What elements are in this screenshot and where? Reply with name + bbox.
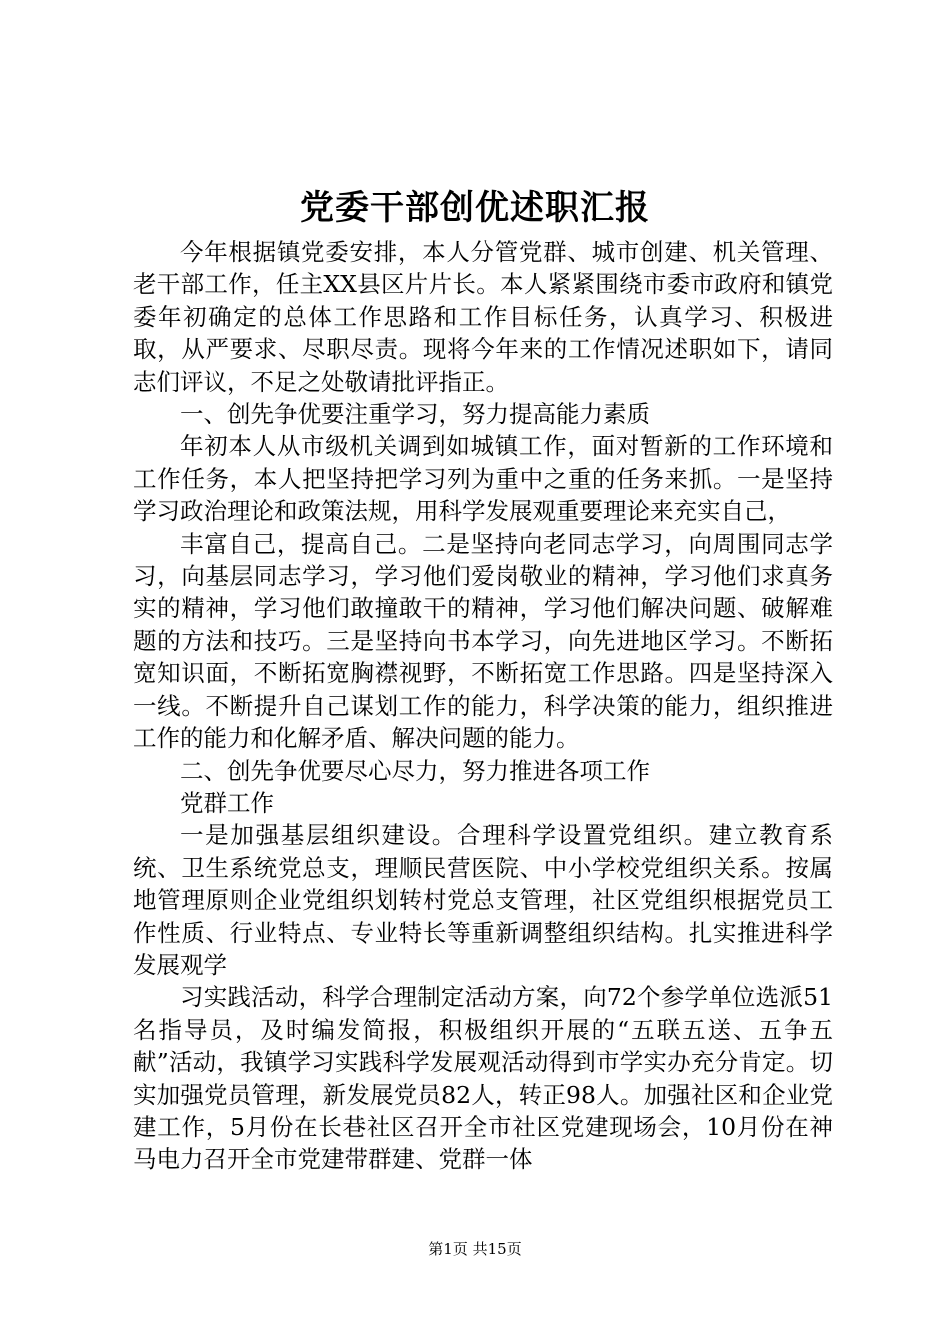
paragraph-study-2: 丰富自己，提高自己。二是坚持向老同志学习，向周围同志学习，向基层同志学习，学习他们爱岗敬业的精神，学习他们求真务实的精神，学习他们敢撞敢干的精神，学习他们解决问题、破解难题的方法和技巧。三是坚持向书本学习，向先进地区学习。不断拓宽知识面，不断拓宽胸襟视野，不断拓宽工作思路。四是坚持深入一线。不断提升自己谋划工作的能力，科学决策的能力，组织推进工作的能力和化解矛盾、解决问题的能力。	[133, 529, 833, 753]
document-body	[133, 236, 833, 1176]
paragraph-practice: 习实践活动，科学合理制定活动方案，向72个参学单位选派51名指导员，及时编发简报，积极组织开展的“五联五送、五争五献”活动，我镇学习实践科学发展观活动得到市学实办充分肯定。切实加强党员管理，新发展党员82人，转正98人。加强社区和企业党建工作，5月份在长巷社区召开全市社区党建现场会，10月份在神马电力召开全市党建带群建、党群一体	[133, 983, 833, 1174]
paragraph-study-1: 年初本人从市级机关调到如城镇工作，面对暂新的工作环境和工作任务，本人把坚持把学习列为重中之重的任务来抓。一是坚持学习政治理论和政策法规，用科学发展观重要理论来充实自己，	[133, 432, 833, 526]
document-title: 党委干部创优述职汇报	[300, 188, 650, 228]
page-footer	[0, 1238, 950, 1260]
page-number: 第1页	[428, 1240, 468, 1258]
subsection-heading-party: 党群工作	[180, 788, 274, 817]
paragraph-intro: 今年根据镇党委安排，本人分管党群、城市创建、机关管理、老干部工作，任主XX县区片片长。本人紧紧围绕市委市政府和镇党委年初确定的总体工作思路和工作目标任务，认真学习、积极进取，从严要求、尽职尽责。现将今年来的工作情况述职如下，请同志们评议，不足之处敬请批评指正。	[133, 238, 833, 396]
page-total: 共15页	[472, 1240, 522, 1258]
paragraph-organization: 一是加强基层组织建设。合理科学设置党组织。建立教育系统、卫生系统党总支，理顺民营医院、中小学校党组织关系。按属地管理原则企业党组织划转村党总支管理，社区党组织根据党员工作性质、行业特点、专业特长等重新调整组织结构。扎实推进科学发展观学	[133, 821, 833, 979]
section-heading-2: 二、创先争优要尽心尽力，努力推进各项工作	[180, 756, 650, 785]
section-heading-1: 一、创先争优要注重学习，努力提高能力素质	[180, 400, 650, 429]
